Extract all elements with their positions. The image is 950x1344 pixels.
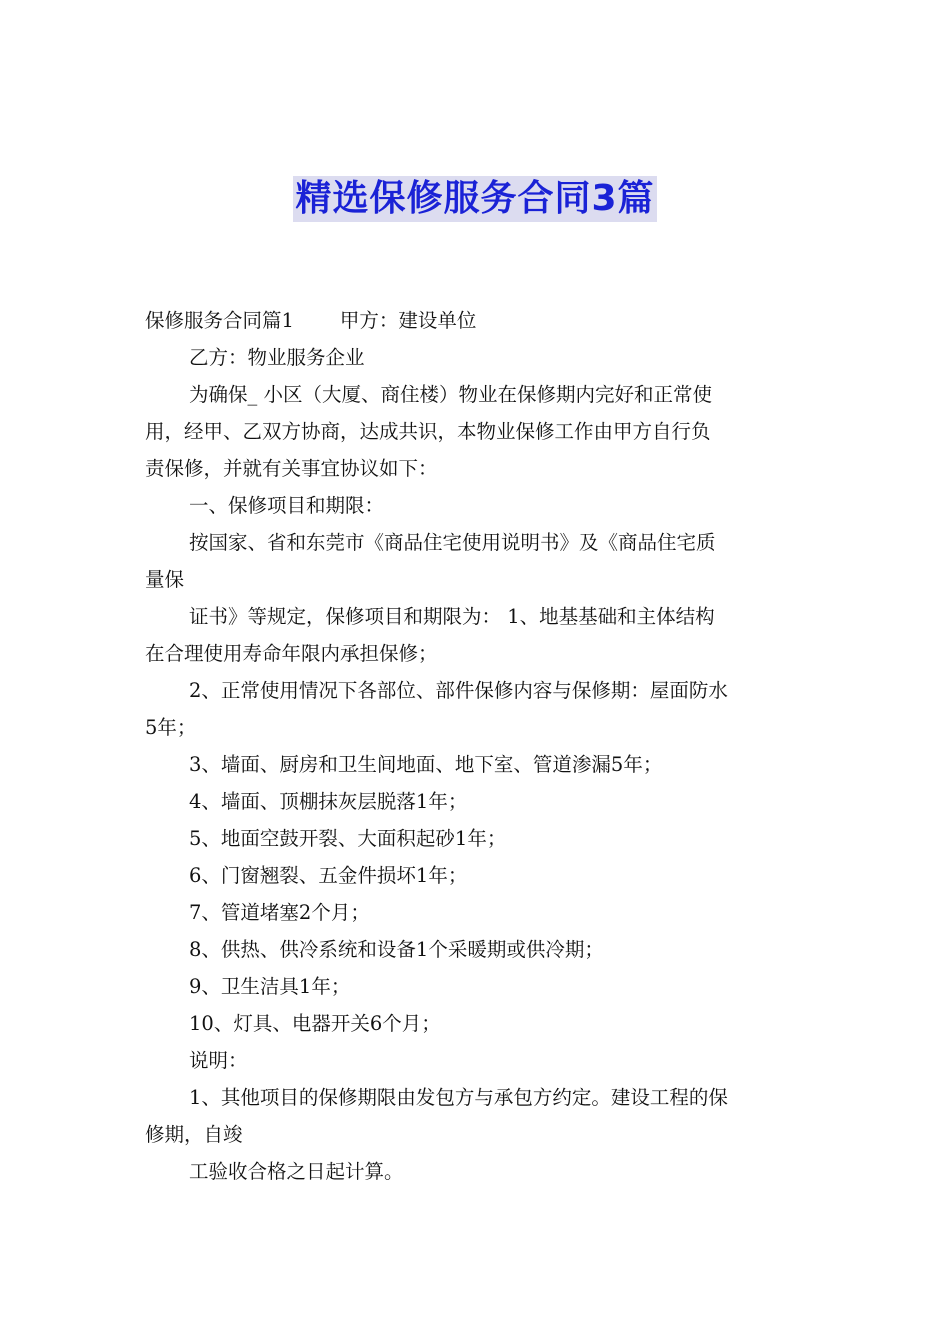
section-label: 保修服务合同篇1 <box>145 309 294 332</box>
paragraph-line <box>145 302 807 339</box>
paragraph-item-5 <box>145 820 807 857</box>
paragraph-line: 说明： <box>189 1049 248 1072</box>
paragraph-item-3 <box>145 746 807 783</box>
paragraph-line: 一、保修项目和期限： <box>189 494 385 517</box>
paragraph-line: 4、墙面、顶棚抹灰层脱落1年； <box>189 790 468 813</box>
paragraph-section-1 <box>145 487 807 524</box>
paragraph-line: 1、其他项目的保修期限由发包方与承包方约定。建设工程的保 <box>189 1086 728 1109</box>
paragraph-line: 乙方：物业服务企业 <box>189 346 365 369</box>
paragraph-party-b <box>145 339 807 376</box>
paragraph-item-6 <box>145 857 807 894</box>
paragraph-line: 修期，自竣 <box>145 1123 243 1146</box>
paragraph-note-1 <box>145 1079 807 1153</box>
paragraph-line: 量保 <box>145 568 185 591</box>
paragraph-line: 5、地面空鼓开裂、大面积起砂1年； <box>189 827 507 850</box>
paragraph-line: 为确保_ 小区（大厦、商住楼）物业在保修期内完好和正常使 <box>189 383 712 406</box>
paragraph-notes-heading <box>145 1042 807 1079</box>
paragraph-line: 责保修，并就有关事宜协议如下： <box>145 457 438 480</box>
paragraph-certificate <box>145 598 807 672</box>
paragraph-line: 证书》等规定，保修项目和期限为： 1、地基基础和主体结构 <box>189 605 715 628</box>
paragraph-item-9 <box>145 968 807 1005</box>
paragraph-line: 8、供热、供冷系统和设备1个采暖期或供冷期； <box>189 938 604 961</box>
paragraph-item-2 <box>145 672 807 746</box>
paragraph-item-4 <box>145 783 807 820</box>
paragraph-item-10 <box>145 1005 807 1042</box>
paragraph-line: 在合理使用寿命年限内承担保修； <box>145 642 438 665</box>
paragraph-regulations <box>145 524 807 598</box>
paragraph-item-7 <box>145 894 807 931</box>
paragraph-line: 工验收合格之日起计算。 <box>189 1160 404 1183</box>
paragraph-line: 用，经甲、乙双方协商，达成共识，本物业保修工作由甲方自行负 <box>145 420 711 443</box>
party-a: 甲方：建设单位 <box>339 309 477 332</box>
document-body <box>145 302 807 1190</box>
paragraph-line: 9、卫生洁具1年； <box>189 975 351 998</box>
paragraph-item-8 <box>145 931 807 968</box>
paragraph-purpose <box>145 376 807 487</box>
paragraph-line: 6、门窗翘裂、五金件损坏1年； <box>189 864 468 887</box>
paragraph-line: 10、灯具、电器开关6个月； <box>189 1012 441 1035</box>
paragraph-line: 按国家、省和东莞市《商品住宅使用说明书》及《商品住宅质 <box>189 531 716 554</box>
paragraph-contract-heading <box>145 302 807 339</box>
paragraph-line: 2、正常使用情况下各部位、部件保修内容与保修期：屋面防水 <box>189 679 728 702</box>
paragraph-line: 5年； <box>145 716 197 739</box>
paragraph-line: 3、墙面、厨房和卫生间地面、地下室、管道渗漏5年； <box>189 753 663 776</box>
document-title: 精选保修服务合同3篇 <box>293 176 656 222</box>
paragraph-line: 7、管道堵塞2个月； <box>189 901 370 924</box>
title-container <box>0 176 950 222</box>
paragraph-note-1-cont <box>145 1153 807 1190</box>
